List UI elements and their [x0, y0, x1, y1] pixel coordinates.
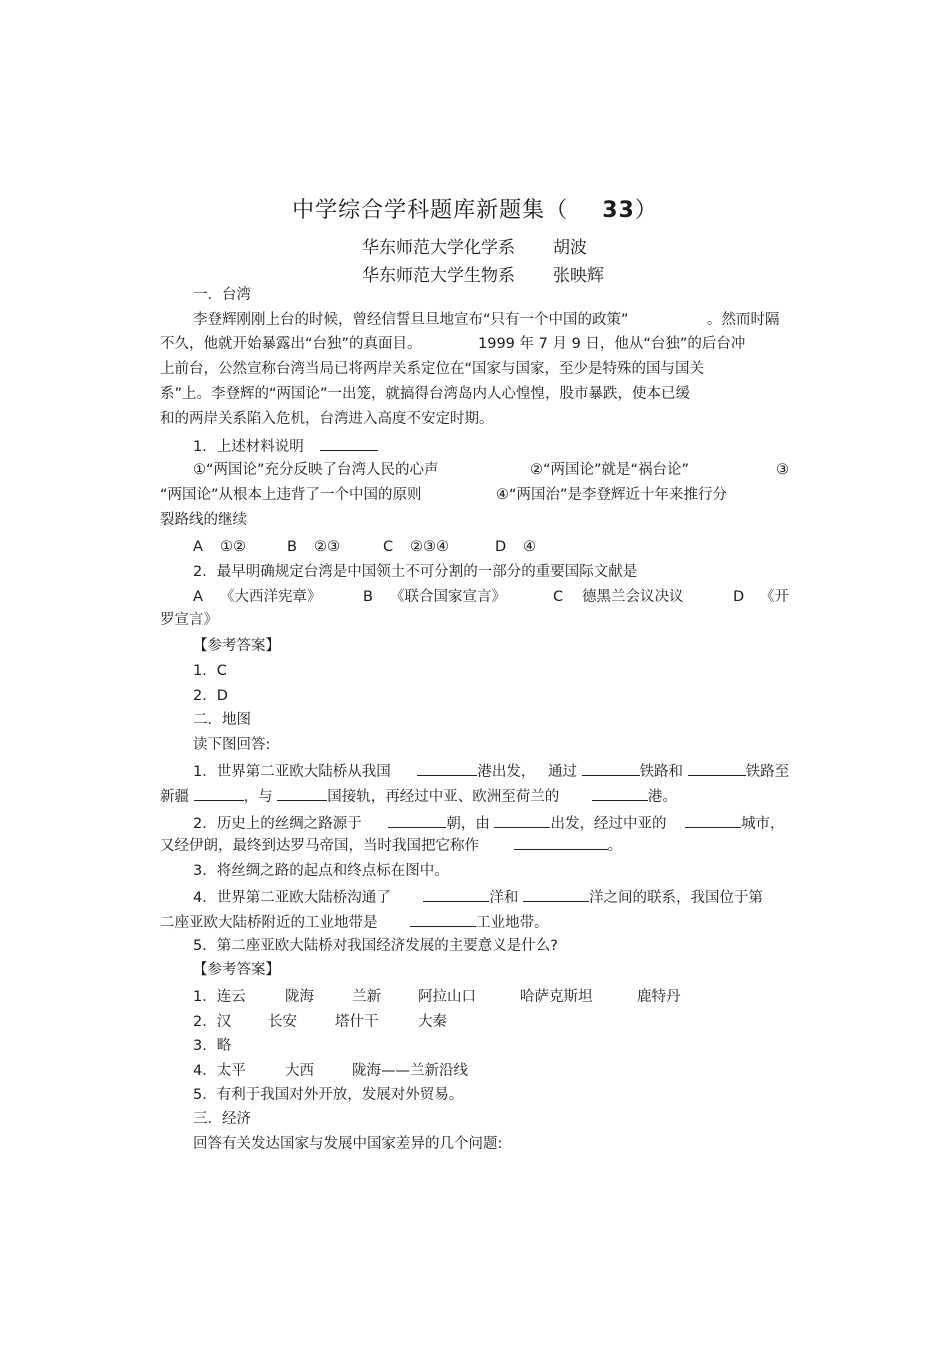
- author-name: 张映辉: [553, 266, 604, 286]
- answer-blank: [417, 761, 477, 776]
- choice-text: 罗宣言》: [160, 612, 218, 628]
- text-span: 新疆: [160, 789, 189, 805]
- answer-blank: [277, 786, 327, 801]
- author-line-2: [362, 261, 604, 286]
- text-span: 洋之间的联系，我国位于第: [588, 890, 763, 906]
- question-1-cont: [160, 786, 677, 807]
- answer-heading: 【参考答案】: [193, 962, 280, 978]
- text-span: 城市，: [741, 816, 785, 832]
- text-span: 。: [607, 838, 623, 854]
- choice-letter: D: [495, 539, 507, 555]
- section-intro: 回答有关发达国家与发展中国家差异的几个问题:: [193, 1136, 503, 1152]
- title-text: 中学综合学科题库新题集（: [292, 198, 569, 223]
- text-span: ，与: [243, 789, 273, 805]
- answer-item: 2．D: [193, 688, 228, 704]
- text-span: 二座亚欧大陆桥附近的工业地带是: [160, 915, 378, 931]
- text-span: 李登辉刚刚上台的时候，曾经信誓旦旦地宣布“只有一个中国的政策”: [193, 312, 629, 328]
- text-span: 铁路和: [639, 764, 684, 780]
- answer-blank: [514, 835, 608, 850]
- option-text: “两国论”从根本上违背了一个中国的原则: [160, 487, 422, 503]
- paragraph-line: 上前台，公然宣称台湾当局已将两岸关系定位在“国家与国家，至少是特殊的国与国关: [160, 361, 705, 377]
- question-text: 1．上述材料说明: [193, 439, 304, 455]
- choice-letter: D: [733, 589, 745, 605]
- choice-letter: C: [383, 539, 394, 555]
- answer-item: 4．太平: [193, 1063, 246, 1079]
- text-span: 又经伊朗，最终到达罗马帝国，当时我国把它称作: [160, 838, 479, 854]
- choice-letter: B: [363, 589, 373, 605]
- answer-item: 哈萨克斯坦: [520, 989, 593, 1005]
- question-1: [193, 761, 789, 782]
- choice-text: ②③④: [410, 539, 449, 555]
- choice-text: 《开: [760, 589, 789, 605]
- page-title: [0, 193, 950, 224]
- choice-text: 《联合国家宣言》: [390, 589, 506, 605]
- text-span: 1．世界第二亚欧大陆桥从我国: [193, 764, 391, 780]
- answer-item: 5．有利于我国对外开放，发展对外贸易。: [193, 1087, 464, 1103]
- answer-item: 阿拉山口: [418, 989, 476, 1005]
- text-span: 铁路至: [745, 764, 790, 780]
- choice-text: ①②: [220, 539, 246, 555]
- answer-blank: [320, 436, 378, 451]
- answer-item: 陇海——兰新沿线: [352, 1063, 468, 1079]
- answer-item: 鹿特丹: [637, 989, 681, 1005]
- question-4-cont: [160, 912, 549, 933]
- choice-letter: B: [287, 539, 297, 555]
- text-span: 。然而时隔: [707, 312, 780, 328]
- option-text: ①“两国论”充分反映了台湾人民的心声: [193, 462, 439, 478]
- section-heading: 三．经济: [193, 1111, 251, 1127]
- choice-letter: A: [193, 539, 203, 555]
- author-name: 胡波: [553, 238, 587, 258]
- text-span: 洋和: [489, 890, 519, 906]
- text-span: 工业地带。: [476, 915, 549, 931]
- option-text: ③: [776, 462, 789, 478]
- question-4: [193, 887, 763, 908]
- answer-item: 1．C: [193, 663, 227, 679]
- text-span: 朝，由: [446, 816, 490, 832]
- option-text: ②“两国论”就是“祸台论”: [530, 462, 690, 478]
- choice-text: ④: [523, 539, 536, 555]
- text-span: 港。: [647, 789, 677, 805]
- answer-item: 兰新: [352, 989, 381, 1005]
- answer-heading: 【参考答案】: [193, 638, 280, 654]
- text-span: 通过: [547, 764, 577, 780]
- paragraph-line: 不久，他就开始暴露出“台独”的真面目。: [160, 336, 422, 352]
- question-3: 3．将丝绸之路的起点和终点标在图中。: [193, 863, 449, 879]
- answer-blank: [582, 761, 640, 776]
- question-2: [193, 813, 785, 834]
- question-5: 5．第二座亚欧大陆桥对我国经济发展的主要意义是什么?: [193, 938, 558, 954]
- answer-item: 1．连云: [193, 989, 246, 1005]
- text-span: 国接轨，再经过中亚、欧洲至荷兰的: [327, 789, 560, 805]
- paragraph-line: 1999 年 7 月 9 日，他从“台独”的后台冲: [478, 336, 746, 352]
- section-heading: 一．台湾: [193, 287, 251, 303]
- paragraph-line: [193, 310, 629, 330]
- answer-blank: [523, 887, 589, 902]
- paragraph-line: 和的两岸关系陷入危机，台湾进入高度不安定时期。: [160, 411, 494, 427]
- title-close: ）: [634, 198, 658, 223]
- question-2-cont: [160, 835, 622, 856]
- answer-item: 长安: [268, 1014, 297, 1030]
- question-1: [193, 436, 378, 457]
- text-span: 4．世界第二亚欧大陆桥沟通了: [193, 890, 391, 906]
- answer-item: 陇海: [285, 989, 314, 1005]
- answer-item: 大秦: [418, 1014, 447, 1030]
- answer-blank: [494, 813, 550, 828]
- answer-blank: [388, 813, 446, 828]
- paragraph-line: 系”上。李登辉的“两国论”一出笼，就搞得台湾岛内人心惶惶，股市暴跌，使本已缓: [160, 386, 691, 402]
- section-heading: 二．地图: [193, 712, 251, 728]
- text-span: 港出发，: [477, 764, 536, 780]
- title-number: 33: [602, 198, 635, 223]
- section-intro: 读下图回答:: [193, 737, 271, 753]
- option-text: ④“两国治”是李登辉近十年来推行分: [496, 487, 728, 503]
- choice-letter: C: [553, 589, 564, 605]
- answer-item: 塔什干: [335, 1014, 379, 1030]
- question-2: 2．最早明确规定台湾是中国领土不可分割的一部分的重要国际文献是: [193, 564, 638, 580]
- answer-blank: [410, 912, 476, 927]
- author-affiliation: 华东师范大学生物系: [362, 266, 515, 286]
- text-span: 出发，经过中亚的: [550, 816, 667, 832]
- choice-letter: A: [193, 589, 203, 605]
- author-line-1: [362, 233, 587, 258]
- answer-item: 2．汉: [193, 1014, 232, 1030]
- answer-blank: [194, 786, 244, 801]
- answer-blank: [423, 887, 489, 902]
- answer-blank: [685, 813, 741, 828]
- answer-blank: [688, 761, 746, 776]
- author-affiliation: 华东师范大学化学系: [362, 238, 515, 258]
- answer-item: 大西: [285, 1063, 314, 1079]
- text-span: 2．历史上的丝绸之路源于: [193, 816, 362, 832]
- answer-item: 3．略: [193, 1038, 232, 1054]
- choice-text: 德黑兰会议决议: [582, 589, 684, 605]
- option-text: 裂路线的继续: [160, 512, 247, 528]
- choice-text: 《大西洋宪章》: [220, 589, 322, 605]
- choice-text: ②③: [314, 539, 340, 555]
- answer-blank: [592, 786, 648, 801]
